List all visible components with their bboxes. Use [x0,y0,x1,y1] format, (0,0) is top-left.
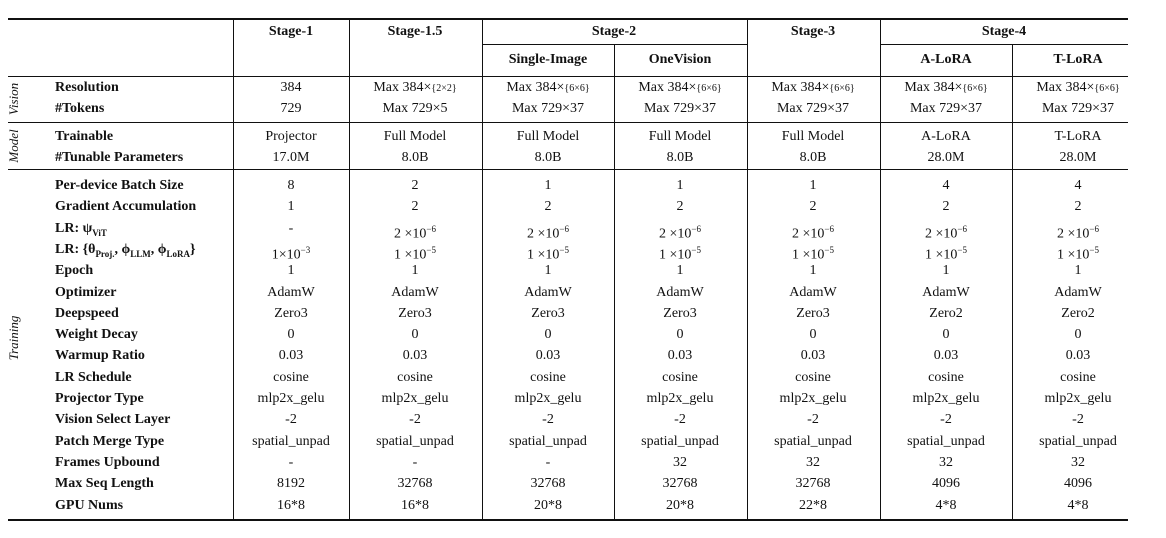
col-sep [349,18,350,519]
table-cell: spatial_unpad [907,433,985,449]
col-sep [747,18,748,519]
table-cell: Max 384×{6×6} [904,80,988,95]
vision-rule [8,122,1128,123]
cell-suffix: {2×2} [431,83,457,94]
table-cell: $1\times 10^{-3}$ [271,244,311,263]
table-cell: $1 \times 10^{-5}$ [1057,244,1099,263]
table-cell: Zero3 [274,305,308,321]
table-cell: A-LoRA [921,129,971,144]
cell-suffix: {6×6} [696,83,722,94]
label-subscript: LLM [130,248,151,259]
table-cell: Max 384×{6×6} [638,80,722,95]
table-cell: spatial_unpad [641,433,719,449]
table-cell: 1 [676,178,684,193]
row-label: Patch Merge Type [55,433,165,449]
row-label: Per-device Batch Size [55,178,184,193]
table-cell: Zero3 [398,305,432,321]
header-a-lora: A-LoRA [920,52,972,67]
table-cell: AdamW [391,284,439,300]
table-cell: - [545,454,551,470]
table-cell: Max 384×{6×6} [1036,80,1120,95]
bottom-rule [8,519,1128,521]
cell-exponent: −6 [559,223,569,234]
model-rule [8,169,1128,170]
table-cell: - [412,454,418,470]
row-label: Trainable [55,129,114,144]
header-stage-3: Stage-3 [790,24,836,39]
table-cell: Full Model [781,129,845,144]
table-cell: cosine [273,369,309,385]
table-cell: Zero3 [796,305,830,321]
row-label: Resolution [55,80,119,95]
table-cell: Zero3 [663,305,697,321]
header-stage-1-5: Stage-1.5 [387,24,443,39]
header-rule [8,76,1128,77]
cell-exponent: −6 [824,223,834,234]
table-cell: - [288,220,294,236]
table-cell: $1 \times 10^{-5}$ [792,244,834,263]
table-cell: -2 [940,412,952,428]
table-cell: 384 [280,80,302,95]
table-cell: 32 [939,454,953,470]
table-cell: Max 729×37 [1041,101,1115,116]
table-cell: 4 [942,178,950,193]
cell-suffix: {6×6} [962,83,988,94]
col-sep [614,44,615,519]
table-cell: Max 729×37 [643,101,717,116]
table-cell: 2 [1074,199,1082,215]
row-label: Deepspeed [55,305,119,321]
cell-exponent: −6 [1089,223,1099,234]
table-cell: $1 \times 10^{-5}$ [659,244,701,263]
table-cell: Max 729×5 [382,101,448,116]
hyperparameter-table [8,18,1128,520]
table-cell: 32768 [397,476,433,492]
header-t-lora: T-LoRA [1053,52,1103,67]
cell-exponent: −5 [559,244,569,255]
table-cell: 1 [942,263,950,279]
row-label: Epoch [55,263,94,279]
row-label: Max Seq Length [55,476,154,492]
table-cell: cosine [662,369,698,385]
table-cell: 0.03 [667,348,693,364]
table-cell: $1 \times 10^{-5}$ [394,244,436,263]
table-cell: AdamW [656,284,704,300]
table-cell: Zero2 [1061,305,1095,321]
table-cell: 32768 [795,476,831,492]
table-cell: $2 \times 10^{-6}$ [659,223,701,242]
table-cell: cosine [397,369,433,385]
group-training: Training [6,315,21,361]
group-model: Model [6,129,21,163]
table-cell: mlp2x_gelu [646,391,714,406]
table-cell: 0.03 [278,348,304,364]
header-stage-1: Stage-1 [268,24,314,39]
table-cell: AdamW [267,284,315,300]
row-label: Gradient Accumulation [55,199,197,215]
cell-exponent: −6 [957,223,967,234]
table-cell: 729 [280,101,302,116]
table-cell: 8.0B [666,150,694,165]
table-cell: 0 [809,327,817,343]
table-cell: 4*8 [1067,497,1089,513]
table-cell: 8.0B [799,150,827,165]
table-cell: 1 [1074,263,1082,279]
header-stage-4: Stage-4 [981,24,1027,39]
table-cell: AdamW [1054,284,1102,300]
table-cell: $2 \times 10^{-6}$ [1057,223,1099,242]
table-cell: 22*8 [799,497,827,513]
col-sep [233,18,234,519]
cell-exponent: −6 [426,223,436,234]
table-cell: 0 [411,327,419,343]
table-cell: 4*8 [935,497,957,513]
cell-exponent: −5 [1089,244,1099,255]
table-cell: 8192 [277,476,305,492]
table-cell: Projector [265,129,317,144]
table-cell: 4096 [1064,476,1092,492]
table-cell: $1 \times 10^{-5}$ [925,244,967,263]
table-cell: 1 [809,263,817,279]
table-cell: -2 [285,412,297,428]
table-cell: 0.03 [800,348,826,364]
header-stage-2: Stage-2 [591,24,637,39]
table-cell: spatial_unpad [509,433,587,449]
table-cell: Max 384×{2×2} [373,80,457,95]
table-cell: Max 729×37 [909,101,983,116]
table-cell: mlp2x_gelu [381,391,449,406]
table-cell: mlp2x_gelu [779,391,847,406]
table-cell: spatial_unpad [376,433,454,449]
table-cell: 8 [287,178,295,193]
table-cell: 0.03 [1065,348,1091,364]
table-cell: 2 [411,178,419,193]
row-label: Optimizer [55,284,117,300]
table-cell: -2 [542,412,554,428]
table-cell: 0.03 [402,348,428,364]
header-single-image: Single-Image [508,52,588,67]
table-cell: 8.0B [534,150,562,165]
table-cell: 1 [287,263,295,279]
col-sep [880,18,881,519]
cell-exponent: −5 [691,244,701,255]
stage4-subrule [880,44,1128,45]
row-label: GPU Nums [55,497,124,513]
table-cell: Max 384×{6×6} [771,80,855,95]
row-label: Vision Select Layer [55,412,171,428]
table-cell: cosine [928,369,964,385]
top-rule [8,18,1128,20]
row-label: LR: $\psi_{ViT}$ [55,220,107,238]
table-cell: Zero3 [531,305,565,321]
table-cell: Full Model [648,129,712,144]
table-cell: 0.03 [933,348,959,364]
table-cell: 28.0M [927,150,965,165]
table-cell: -2 [807,412,819,428]
table-cell: 2 [411,199,419,215]
table-cell: AdamW [524,284,572,300]
cell-exponent: −3 [300,244,311,255]
cell-exponent: −5 [426,244,436,255]
table-cell: 0 [544,327,552,343]
header-onevision: OneVision [648,52,712,67]
table-cell: 0 [287,327,295,343]
table-cell: Full Model [383,129,447,144]
table-cell: $2 \times 10^{-6}$ [792,223,834,242]
table-cell: 1 [809,178,817,193]
table-cell: 1 [544,178,552,193]
table-cell: Max 729×37 [776,101,850,116]
row-label: Projector Type [55,391,144,406]
table-cell: cosine [795,369,831,385]
table-cell: $2 \times 10^{-6}$ [394,223,436,242]
table-cell: mlp2x_gelu [1044,391,1112,406]
table-cell: AdamW [789,284,837,300]
table-cell: 2 [676,199,684,215]
table-cell: 17.0M [272,150,310,165]
table-cell: 4096 [932,476,960,492]
row-label: #Tokens [55,101,105,116]
table-cell: 20*8 [666,497,694,513]
table-cell: Zero2 [929,305,963,321]
table-cell: 32768 [662,476,698,492]
table-cell: -2 [1072,412,1084,428]
label-subscript: LoRA [166,248,191,259]
row-label: Warmup Ratio [55,348,145,364]
table-cell: Max 384×{6×6} [506,80,590,95]
table-cell: 1 [676,263,684,279]
table-cell: 2 [544,199,552,215]
table-cell: 1 [287,199,295,215]
table-cell: 16*8 [401,497,429,513]
table-cell: 32 [673,454,687,470]
label-subscript: Proj. [95,248,115,259]
cell-exponent: −5 [824,244,834,255]
table-cell: $2 \times 10^{-6}$ [925,223,967,242]
table-cell: 2 [942,199,950,215]
table-cell: -2 [409,412,421,428]
table-cell: spatial_unpad [774,433,852,449]
table-cell: 28.0M [1059,150,1097,165]
table-cell: cosine [530,369,566,385]
row-label: LR Schedule [55,369,132,385]
table-cell: - [288,454,294,470]
cell-suffix: {6×6} [1094,83,1120,94]
table-cell: mlp2x_gelu [912,391,980,406]
cell-exponent: −6 [691,223,701,234]
table-cell: mlp2x_gelu [514,391,582,406]
table-cell: spatial_unpad [252,433,330,449]
table-cell: 1 [544,263,552,279]
table-cell: 0.03 [535,348,561,364]
table-cell: spatial_unpad [1039,433,1117,449]
table-cell: 8.0B [401,150,429,165]
table-cell: 0 [942,327,950,343]
table-cell: 32 [1071,454,1085,470]
col-sep [1012,44,1013,519]
table-cell: 2 [809,199,817,215]
table-cell: 0 [676,327,684,343]
table-cell: cosine [1060,369,1096,385]
table-cell: T-LoRA [1054,129,1102,144]
table-cell: 1 [411,263,419,279]
table-cell: -2 [674,412,686,428]
table-cell: Full Model [516,129,580,144]
row-label: Weight Decay [55,327,138,343]
row-label: Frames Upbound [55,454,160,470]
cell-suffix: {6×6} [829,83,855,94]
row-label: #Tunable Parameters [55,150,184,165]
table-cell: 0 [1074,327,1082,343]
table-cell: $2 \times 10^{-6}$ [527,223,569,242]
col-sep [482,18,483,519]
table-cell: mlp2x_gelu [257,391,325,406]
group-vision: Vision [6,82,21,116]
table-cell: 4 [1074,178,1082,193]
table-cell: 32 [806,454,820,470]
table-cell: 16*8 [277,497,305,513]
label-subscript: ViT [92,227,107,238]
table-cell: AdamW [922,284,970,300]
table-cell: Max 729×37 [511,101,585,116]
table-cell: 32768 [530,476,566,492]
table-cell: $1 \times 10^{-5}$ [527,244,569,263]
row-label: LR: {$\theta_{Proj.}$, $\phi_{LLM}$, $\phi_{LoRA}$} [55,241,196,259]
cell-suffix: {6×6} [564,83,590,94]
table-cell: 20*8 [534,497,562,513]
cell-exponent: −5 [957,244,967,255]
